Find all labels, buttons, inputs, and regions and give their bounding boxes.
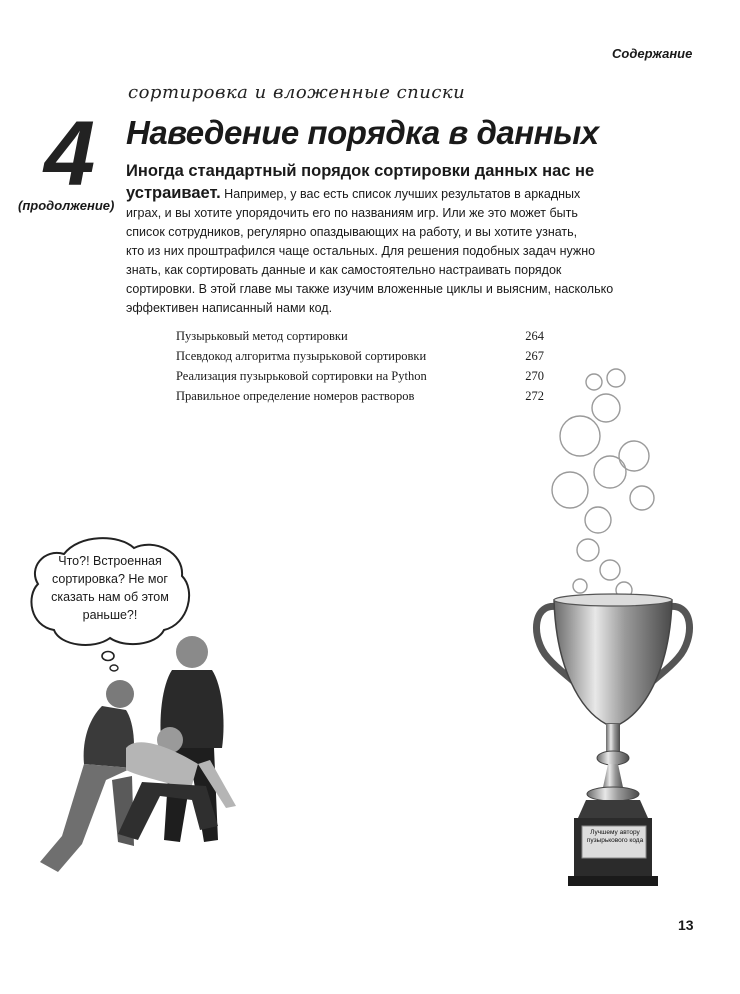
chapter-title: Наведение порядка в данных <box>126 114 599 151</box>
page-number: 13 <box>678 917 694 933</box>
bubbles-icon <box>540 362 680 602</box>
bubble-line: сортировка? Не мог <box>52 572 168 586</box>
toc-entry-page: 264 <box>525 329 544 343</box>
toc-entry-title: Реализация пузырьковой сортировки на Python <box>176 369 427 383</box>
toc-entry[interactable] <box>176 366 544 386</box>
intro-line: кто из них проштрафился чаще остальных. Для решения подобных задач нужно <box>126 244 596 258</box>
running-head: Содержание <box>612 46 693 61</box>
bubble-line: Что?! Встроенная <box>58 554 162 568</box>
toc-entry-page: 267 <box>525 349 544 363</box>
trophy-plaque-text <box>583 829 647 845</box>
bubble-line: раньше?! <box>82 608 138 622</box>
toc-entry-title: Псевдокод алгоритма пузырьковой сортировки <box>176 349 427 363</box>
bubble-line: сказать нам об этом <box>51 590 169 604</box>
toc-entry[interactable] <box>176 346 544 366</box>
plaque-line: пузырькового кода <box>586 837 644 844</box>
people-illustration-icon <box>22 630 242 900</box>
continued-label: (продолжение) <box>18 198 115 213</box>
intro-line: играх, и вы хотите упорядочить его по названиям игр. Или же это может быть <box>126 206 578 220</box>
intro-line: список сотрудников, регулярно опаздывающих на работу, и вы хотите узнать, <box>126 225 578 239</box>
toc-entry[interactable] <box>176 386 544 406</box>
toc-list <box>176 326 544 406</box>
toc-entry-title: Пузырьковый метод сортировки <box>176 329 348 343</box>
toc-entry-page: 270 <box>525 369 544 383</box>
lead-end: устраивает. <box>126 184 221 202</box>
plaque-line: Лучшему автору <box>590 829 640 836</box>
toc-entry-title: Правильное определение номеров растворов <box>176 389 415 403</box>
toc-entry-page: 272 <box>525 389 544 403</box>
intro-line: сортировки. В этой главе мы также изучим вложенные циклы и выясним, насколько <box>126 282 614 296</box>
chapter-intro <box>126 184 636 318</box>
chapter-number: 4 <box>44 103 96 205</box>
speech-bubble-text <box>40 552 180 624</box>
chapter-lead: Иногда стандартный порядок сортировки данных нас не <box>126 162 595 180</box>
chapter-subtitle: сортировка и вложенные списки <box>128 82 466 103</box>
toc-entry[interactable] <box>176 326 544 346</box>
intro-line: эффективен написанный нами код. <box>126 301 333 315</box>
intro-line: Например, у вас есть список лучших результатов в аркадных <box>220 187 581 201</box>
intro-line: знать, как сортировать данные и как самостоятельно настраивать порядок <box>126 263 562 277</box>
